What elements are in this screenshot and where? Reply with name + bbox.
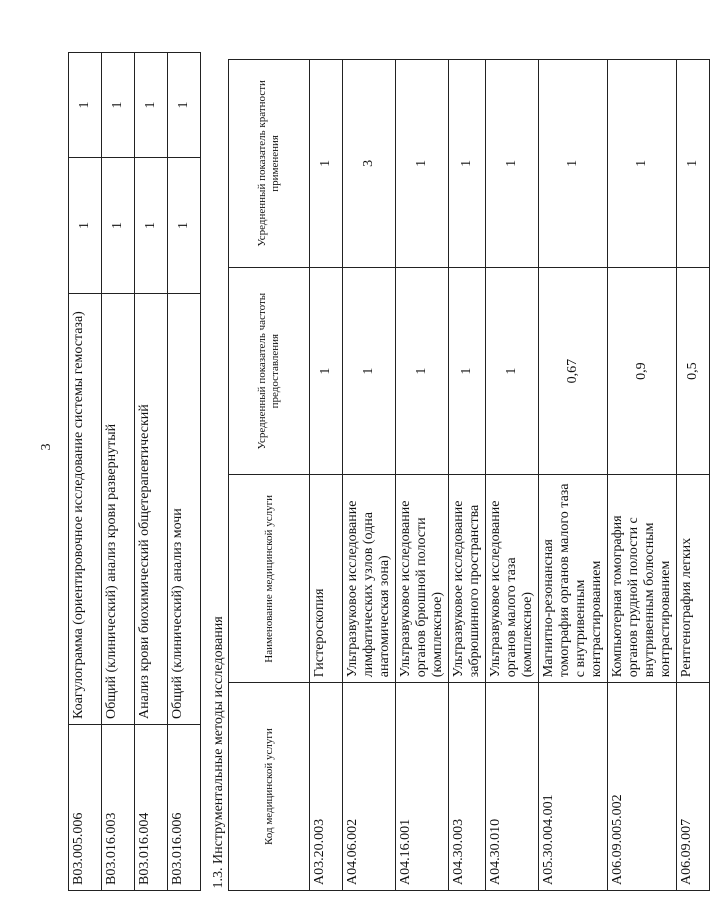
frequency-value: 1 bbox=[396, 267, 449, 475]
service-name: Гистероскопия bbox=[310, 475, 343, 683]
instrumental-methods-table bbox=[210, 59, 710, 891]
service-name: Ультразвуковое исследование забрюшинного пространства bbox=[449, 475, 486, 683]
service-name: Общий (клинический) анализ крови развернутый bbox=[102, 294, 135, 725]
multiplicity-value: 1 bbox=[168, 53, 201, 158]
service-name: Рентгенография легких bbox=[677, 475, 710, 683]
service-code: A03.20.003 bbox=[310, 683, 343, 891]
multiplicity-value: 1 bbox=[69, 53, 102, 158]
header-code: Код медицинской услуги bbox=[229, 683, 310, 891]
service-code: B03.016.003 bbox=[102, 725, 135, 891]
multiplicity-value: 1 bbox=[102, 53, 135, 158]
frequency-value: 1 bbox=[69, 158, 102, 294]
frequency-value: 1 bbox=[343, 267, 396, 475]
service-code: A04.16.001 bbox=[396, 683, 449, 891]
service-code: A06.09.007 bbox=[677, 683, 710, 891]
header-name: Наименование медицинской услуги bbox=[229, 475, 310, 683]
multiplicity-value: 1 bbox=[608, 60, 677, 268]
table-row bbox=[343, 60, 396, 891]
table-row bbox=[102, 53, 135, 891]
service-name: Ультразвуковое исследование органов малого таза (комплексное) bbox=[486, 475, 539, 683]
service-name: Общий (клинический) анализ мочи bbox=[168, 294, 201, 725]
page-number: 3 bbox=[39, 443, 54, 451]
service-code: B03.016.004 bbox=[135, 725, 168, 891]
table-row bbox=[486, 60, 539, 891]
frequency-value: 1 bbox=[449, 267, 486, 475]
table-row bbox=[608, 60, 677, 891]
table-row bbox=[449, 60, 486, 891]
table-row bbox=[539, 60, 608, 891]
table-header-row bbox=[229, 60, 310, 891]
table-row bbox=[677, 60, 710, 891]
frequency-value: 0,67 bbox=[539, 267, 608, 475]
multiplicity-value: 3 bbox=[343, 60, 396, 268]
multiplicity-value: 1 bbox=[396, 60, 449, 268]
service-code: B03.016.006 bbox=[168, 725, 201, 891]
service-code: A05.30.004.001 bbox=[539, 683, 608, 891]
service-name: Компьютерная томография органов грудной полости с внутривенным болюсным контрастированием bbox=[608, 475, 677, 683]
table-row bbox=[168, 53, 201, 891]
frequency-value: 1 bbox=[168, 158, 201, 294]
section-title: 1.3. Инструментальные методы исследования bbox=[210, 60, 229, 891]
service-name: Магнитно-резонансная томография органов малого таза с внутривенным контрастированием bbox=[539, 475, 608, 683]
table-row bbox=[135, 53, 168, 891]
multiplicity-value: 1 bbox=[310, 60, 343, 268]
table-row bbox=[69, 53, 102, 891]
service-code: A04.30.010 bbox=[486, 683, 539, 891]
multiplicity-value: 1 bbox=[449, 60, 486, 268]
header-frequency: Усредненный показатель частоты предоставления bbox=[229, 267, 310, 475]
frequency-value: 1 bbox=[102, 158, 135, 294]
service-name: Ультразвуковое исследование лимфатических узлов (одна анатомическая зона) bbox=[343, 475, 396, 683]
service-code: B03.005.006 bbox=[69, 725, 102, 891]
service-name: Ультразвуковое исследование органов брюшной полости (комплексное) bbox=[396, 475, 449, 683]
frequency-value: 0,9 bbox=[608, 267, 677, 475]
frequency-value: 1 bbox=[135, 158, 168, 294]
service-code: A04.06.002 bbox=[343, 683, 396, 891]
frequency-value: 1 bbox=[310, 267, 343, 475]
multiplicity-value: 1 bbox=[677, 60, 710, 268]
table-row bbox=[396, 60, 449, 891]
multiplicity-value: 1 bbox=[135, 53, 168, 158]
section-row bbox=[210, 60, 229, 891]
service-name: Коагулограмма (ориентировочное исследование системы гемостаза) bbox=[69, 294, 102, 725]
service-code: A06.09.005.002 bbox=[608, 683, 677, 891]
multiplicity-value: 1 bbox=[539, 60, 608, 268]
frequency-value: 1 bbox=[486, 267, 539, 475]
multiplicity-value: 1 bbox=[486, 60, 539, 268]
frequency-value: 0,5 bbox=[677, 267, 710, 475]
table-row bbox=[310, 60, 343, 891]
lab-tests-table-continuation bbox=[68, 52, 201, 891]
header-multiplicity: Усредненный показатель кратности применения bbox=[229, 60, 310, 268]
service-code: A04.30.003 bbox=[449, 683, 486, 891]
service-name: Анализ крови биохимический общетерапевтический bbox=[135, 294, 168, 725]
